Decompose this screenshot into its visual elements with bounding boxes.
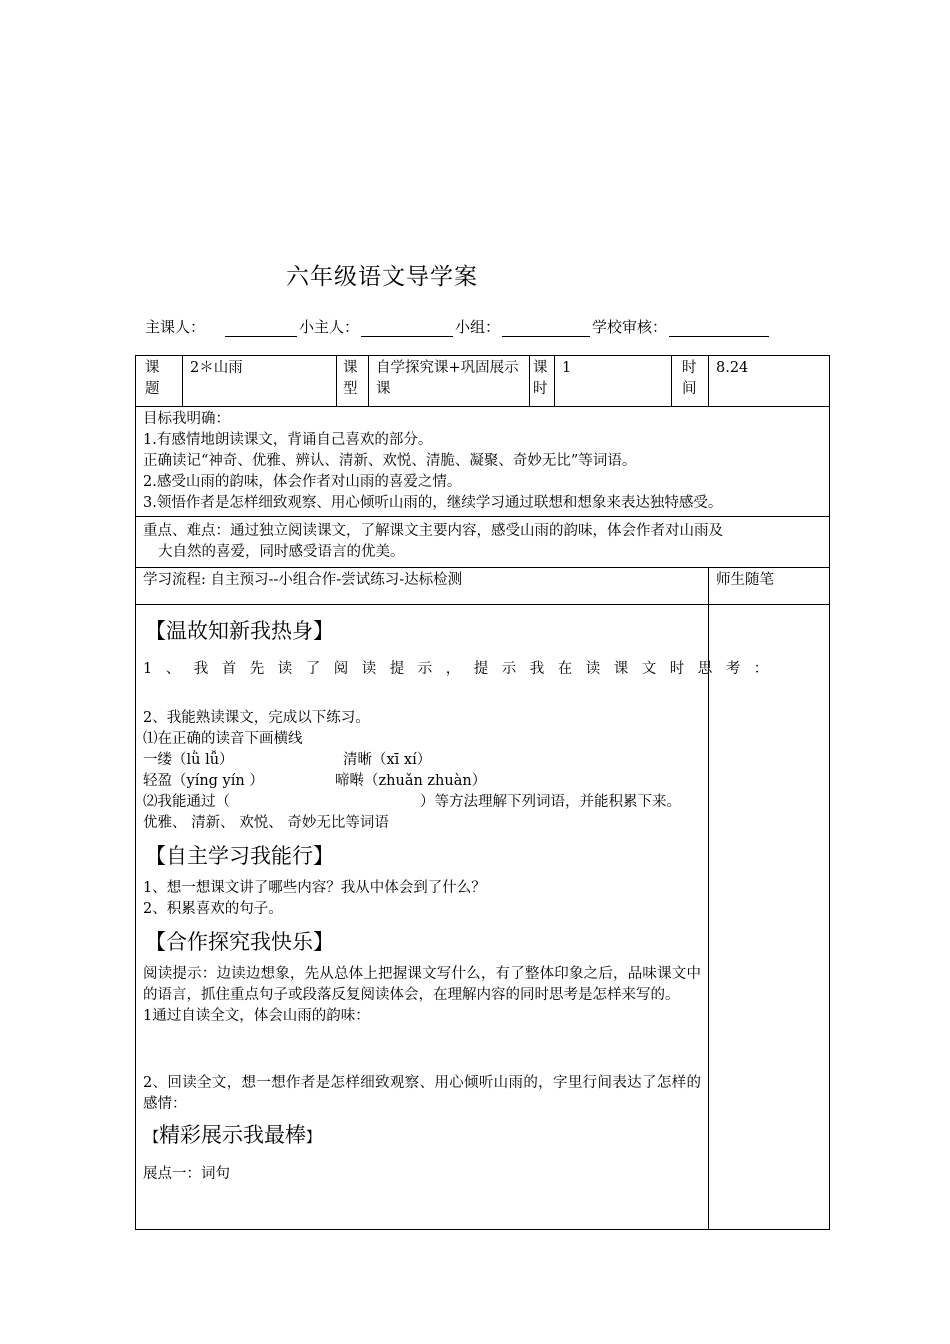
lesson-label: 课题 (136, 356, 183, 407)
key-points-row (136, 517, 830, 568)
warmup-q2a: ⑴在正确的读音下画横线 (143, 731, 303, 747)
objectives-heading: 目标我明确： (143, 411, 230, 427)
self-study-title: 【自主学习我能行】 (145, 844, 334, 868)
host-blank[interactable] (361, 322, 453, 337)
time-value: 8.24 (709, 356, 830, 407)
content-cell (136, 605, 782, 1230)
self-study-q1: 1、想一想课文讲了哪些内容？我从中体会到了什么？ (143, 880, 486, 896)
warmup-title: 【温故知新我热身】 (145, 619, 334, 643)
lecturer-blank[interactable] (225, 322, 297, 337)
review-blank[interactable] (669, 322, 769, 337)
meta-line (145, 316, 771, 337)
pron-item: 轻盈（yíng yín ） (143, 773, 264, 789)
warmup-q2: 2、我能熟读课文，完成以下练习。 (143, 710, 370, 726)
objectives-row (136, 407, 830, 517)
objectives-cell (136, 407, 830, 517)
self-study-q2: 2、积累喜欢的句子。 (143, 901, 283, 917)
show-bracket: 】 (306, 1130, 320, 1146)
lesson-table (135, 355, 830, 1230)
key-points-line: 大自然的喜爱，同时感受语言的优美。 (158, 544, 405, 560)
lecturer-label: 主课人： (145, 318, 206, 336)
coop-q1: 1通过自读全文，体会山雨的韵味： (143, 1008, 370, 1024)
show-point1: 展点一：词句 (143, 1166, 230, 1182)
warmup-words: 优雅、 清新、 欢悦、 奇妙无比等词语 (143, 815, 389, 831)
objective-item: 3.领悟作者是怎样细致观察、用心倾听山雨的，继续学习通过联想和想象来表达独特感受。 (143, 495, 723, 511)
period-value: 1 (555, 356, 672, 407)
answer-space[interactable] (143, 1027, 701, 1073)
pronunciation-line (143, 750, 701, 771)
header-row (136, 356, 830, 407)
warmup-q1: 1、我首先读了阅读提示，提示我在读课文时思考： (143, 661, 782, 677)
warmup-q2b (143, 792, 701, 813)
show-title-text: 精彩展示我最棒 (159, 1123, 306, 1147)
flow-label: 学习流程: 自主预习--小组合作-尝试练习-达标检测 (136, 568, 709, 605)
page-title: 六年级语文导学案 (286, 264, 478, 290)
lesson-value: 2＊山雨 (183, 356, 337, 407)
content-row (136, 605, 830, 1230)
q2b-start: ⑵我能通过（ (143, 794, 230, 810)
show-bracket: 【 (145, 1130, 159, 1146)
objective-item: 正确读记“神奇、优雅、辨认、清新、欢悦、清脆、凝聚、奇妙无比”等词语。 (143, 453, 637, 469)
type-label: 课型 (337, 356, 369, 407)
group-label: 小组： (455, 318, 501, 336)
show-title (145, 1121, 701, 1152)
type-value: 自学探究课+巩固展示课 (369, 356, 530, 407)
group-blank[interactable] (502, 322, 590, 337)
q2b-end: ）等方法理解下列词语，并能积累下来。 (420, 794, 681, 810)
pronunciation-line (143, 771, 701, 792)
flow-row (136, 568, 830, 605)
coop-title: 【合作探究我快乐】 (145, 930, 334, 954)
pron-item: 啼啭（zhuǎn zhuàn） (335, 773, 487, 789)
review-label: 学校审核： (592, 318, 668, 336)
objective-item: 1.有感情地朗读课文，背诵自己喜欢的部分。 (143, 432, 433, 448)
host-label: 小主人： (299, 318, 360, 336)
key-points-line: 重点、难点：通过独立阅读课文，了解课文主要内容，感受山雨的韵味，体会作者对山雨及 (143, 523, 723, 539)
notes-label: 师生随笔 (709, 568, 830, 605)
coop-tip: 阅读提示：边读边想象，先从总体上把握课文写什么，有了整体印象之后，品味课文中的语言，抓住重点句子或段落反复阅读体会，在理解内容的同时思考是怎样来写的。 (143, 966, 701, 1003)
coop-q2: 2、回读全文，想一想作者是怎样细致观察、用心倾听山雨的，字里行间表达了怎样的感情： (143, 1075, 701, 1112)
pron-item: 清晰（xī xí） (343, 752, 432, 768)
objective-item: 2.感受山雨的韵味，体会作者对山雨的喜爱之情。 (143, 474, 462, 490)
period-label: 课时 (530, 356, 555, 407)
key-points-cell (136, 517, 830, 568)
time-label: 时间 (672, 356, 709, 407)
pron-item: 一缕（lǜ lǚ） (143, 752, 234, 768)
notes-cell[interactable] (709, 605, 830, 1230)
